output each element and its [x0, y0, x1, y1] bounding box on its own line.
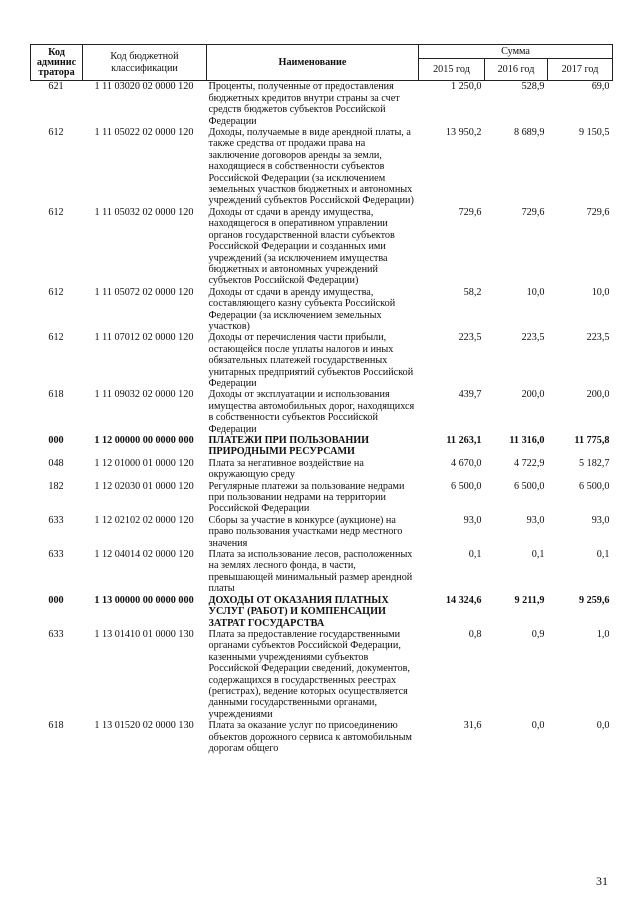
- amount-2015-cell: 223,5: [458, 332, 482, 344]
- amount-2016-cell: 0,1: [531, 549, 545, 561]
- table-body: [31, 81, 613, 754]
- amount-2015-cell: 1 250,0: [450, 81, 482, 93]
- amount-2016-cell: 4 722,9: [513, 457, 545, 469]
- amount-2017-cell: 223,5: [586, 332, 610, 344]
- admin-code-cell: 612: [48, 127, 64, 139]
- kbk-code-cell: 1 12 00000 00 0000 000: [94, 435, 194, 446]
- name-cell: Плата за негативное воздействие на окружающую среду: [208, 457, 364, 481]
- budget-table: [30, 44, 613, 754]
- amount-2016-cell: 528,9: [521, 81, 545, 93]
- kbk-code-cell: 1 13 01520 02 0000 130: [94, 720, 194, 732]
- admin-code-cell: 633: [48, 514, 64, 526]
- kbk-code-cell: 1 13 00000 00 0000 000: [94, 594, 194, 606]
- kbk-code-cell: 1 11 09032 02 0000 120: [94, 389, 194, 401]
- amount-2015-cell: 31,6: [463, 720, 482, 732]
- amount-2017-cell: 9 150,5: [578, 127, 610, 139]
- amount-2017-cell: 0,0: [596, 720, 610, 732]
- table-row: [31, 549, 613, 595]
- amount-2017-cell: 1,0: [596, 628, 610, 640]
- amount-2017-cell: 200,0: [586, 389, 610, 401]
- amount-2015-cell: 93,0: [463, 514, 482, 526]
- header-name: Наименование: [207, 45, 419, 81]
- amount-2017-cell: 729,6: [586, 206, 610, 218]
- name-cell: Сборы за участие в конкурсе (аукционе) на право пользования участками недр местного значения: [208, 514, 403, 549]
- admin-code-cell: 000: [48, 435, 64, 446]
- name-cell: Доходы от сдачи в аренду имущества, составляющего казну субъекта Российской Федерации (за исключением земельных участков): [208, 286, 396, 332]
- name-cell: Доходы, получаемые в виде арендной платы, а также средства от продажи права на заключение договоров аренды за земли, находящиеся в собственности субъектов Российской Федерации (за исключением земельных участков бюджетных и автономных учреждений субъектов Российской Федерации): [208, 127, 414, 207]
- table-row: [31, 389, 613, 435]
- amount-2017-cell: 10,0: [591, 286, 610, 298]
- admin-code-cell: 621: [48, 81, 64, 93]
- table-row: [31, 332, 613, 389]
- name-cell: Доходы от сдачи в аренду имущества, находящегося в оперативном управлении органов государственной власти субъектов Российской Федерации и созданных ими учреждений (за исключением имущества бюджетных и автономных учреждений субъектов Российской Федерации): [208, 206, 395, 287]
- amount-2015-cell: 439,7: [458, 389, 482, 401]
- admin-code-cell: 612: [48, 332, 64, 344]
- amount-2016-cell: 9 211,9: [514, 594, 545, 606]
- section-row: [31, 595, 613, 629]
- amount-2017-cell: 0,1: [596, 549, 610, 561]
- kbk-code-cell: 1 12 02102 02 0000 120: [94, 514, 194, 526]
- header-year-2016: 2016 год: [485, 59, 548, 81]
- table-row: [31, 515, 613, 549]
- table-row: [31, 287, 613, 333]
- name-cell: Проценты, полученные от предоставления бюджетных кредитов внутри страны за счет средств бюджетов субъектов Российской Федерации: [208, 81, 400, 127]
- kbk-code-cell: 1 11 05072 02 0000 120: [94, 286, 194, 298]
- name-cell: Доходы от эксплуатации и использования имущества автомобильных дорог, находящихся в собственности субъектов Российской Федерации: [208, 389, 415, 435]
- amount-2017-cell: 11 775,8: [574, 435, 610, 446]
- table-row: [31, 629, 613, 720]
- table-row: [31, 81, 613, 127]
- amount-2017-cell: 5 182,7: [578, 457, 610, 469]
- amount-2015-cell: 4 670,0: [450, 457, 482, 469]
- amount-2016-cell: 0,9: [531, 628, 545, 640]
- amount-2015-cell: 11 263,1: [446, 435, 482, 446]
- amount-2016-cell: 10,0: [526, 286, 545, 298]
- table-row: [31, 127, 613, 207]
- kbk-code-cell: 1 11 07012 02 0000 120: [94, 332, 194, 344]
- name-cell: Доходы от перечисления части прибыли, остающейся после уплаты налогов и иных обязательных платежей государственных унитарных предприятий субъектов Российской Федерации: [208, 332, 414, 389]
- admin-code-cell: 182: [48, 480, 64, 492]
- name-cell: Плата за предоставление государственными органами субъектов Российской Федерации, казенными учреждениями субъектов Российской Федерации сведений, документов, содержащихся в государственных реестрах (регистрах), ведение которых осуществляется данными государственными органами, учреждениями: [208, 628, 410, 720]
- kbk-code-cell: 1 11 05022 02 0000 120: [94, 127, 194, 139]
- name-cell: Плата за оказание услуг по присоединению объектов дорожного сервиса к автомобильным дорогам общего: [208, 720, 412, 754]
- amount-2017-cell: 93,0: [591, 514, 610, 526]
- amount-2015-cell: 13 950,2: [445, 127, 482, 139]
- kbk-code-cell: 1 12 01000 01 0000 120: [94, 457, 194, 469]
- admin-code-cell: 618: [48, 389, 64, 401]
- amount-2015-cell: 58,2: [463, 286, 482, 298]
- section-row: [31, 435, 613, 458]
- kbk-code-cell: 1 11 05032 02 0000 120: [94, 206, 194, 218]
- kbk-code-cell: 1 12 04014 02 0000 120: [94, 549, 194, 561]
- amount-2015-cell: 0,1: [468, 549, 482, 561]
- amount-2017-cell: 69,0: [591, 81, 610, 93]
- amount-2016-cell: 200,0: [521, 389, 545, 401]
- amount-2016-cell: 729,6: [521, 206, 545, 218]
- amount-2015-cell: 729,6: [458, 206, 482, 218]
- header-admin-code: Код админис тратора: [31, 45, 83, 81]
- amount-2016-cell: 8 689,9: [513, 127, 545, 139]
- amount-2015-cell: 0,8: [468, 628, 482, 640]
- page-number: 31: [596, 874, 608, 888]
- header-kbk: Код бюджетной классификации: [83, 45, 207, 81]
- amount-2015-cell: 6 500,0: [450, 480, 482, 492]
- name-cell: ПЛАТЕЖИ ПРИ ПОЛЬЗОВАНИИ ПРИРОДНЫМИ РЕСУРСАМИ: [208, 435, 370, 458]
- table-row: [31, 458, 613, 481]
- amount-2016-cell: 11 316,0: [509, 435, 545, 446]
- header-year-2017: 2017 год: [548, 59, 613, 81]
- amount-2016-cell: 6 500,0: [513, 480, 545, 492]
- kbk-code-cell: 1 13 01410 01 0000 130: [94, 628, 194, 640]
- header-sum: Сумма: [419, 45, 613, 59]
- name-cell: Плата за использование лесов, расположенных на землях лесного фонда, в части, превышающей минимальный размер арендной платы: [208, 549, 413, 595]
- table-row: [31, 481, 613, 515]
- table-header: [31, 45, 613, 81]
- table-row: [31, 720, 613, 754]
- kbk-code-cell: 1 12 02030 01 0000 120: [94, 480, 194, 492]
- amount-2015-cell: 14 324,6: [445, 594, 482, 606]
- admin-code-cell: 048: [48, 457, 64, 469]
- name-cell: Регулярные платежи за пользование недрами при пользовании недрами на территории Российской Федерации: [208, 480, 405, 515]
- kbk-code-cell: 1 11 03020 02 0000 120: [94, 81, 194, 93]
- name-cell: ДОХОДЫ ОТ ОКАЗАНИЯ ПЛАТНЫХ УСЛУГ (РАБОТ) И КОМПЕНСАЦИИ ЗАТРАТ ГОСУДАРСТВА: [208, 594, 389, 629]
- amount-2017-cell: 6 500,0: [578, 480, 610, 492]
- admin-code-cell: 633: [48, 628, 64, 640]
- amount-2017-cell: 9 259,6: [578, 594, 610, 606]
- amount-2016-cell: 223,5: [521, 332, 545, 344]
- header-year-2015: 2015 год: [419, 59, 485, 81]
- amount-2016-cell: 93,0: [526, 514, 545, 526]
- admin-code-cell: 633: [48, 549, 64, 561]
- admin-code-cell: 618: [48, 720, 64, 732]
- admin-code-cell: 612: [48, 206, 64, 218]
- table-row: [31, 207, 613, 287]
- admin-code-cell: 000: [48, 594, 64, 606]
- admin-code-cell: 612: [48, 286, 64, 298]
- amount-2016-cell: 0,0: [531, 720, 545, 732]
